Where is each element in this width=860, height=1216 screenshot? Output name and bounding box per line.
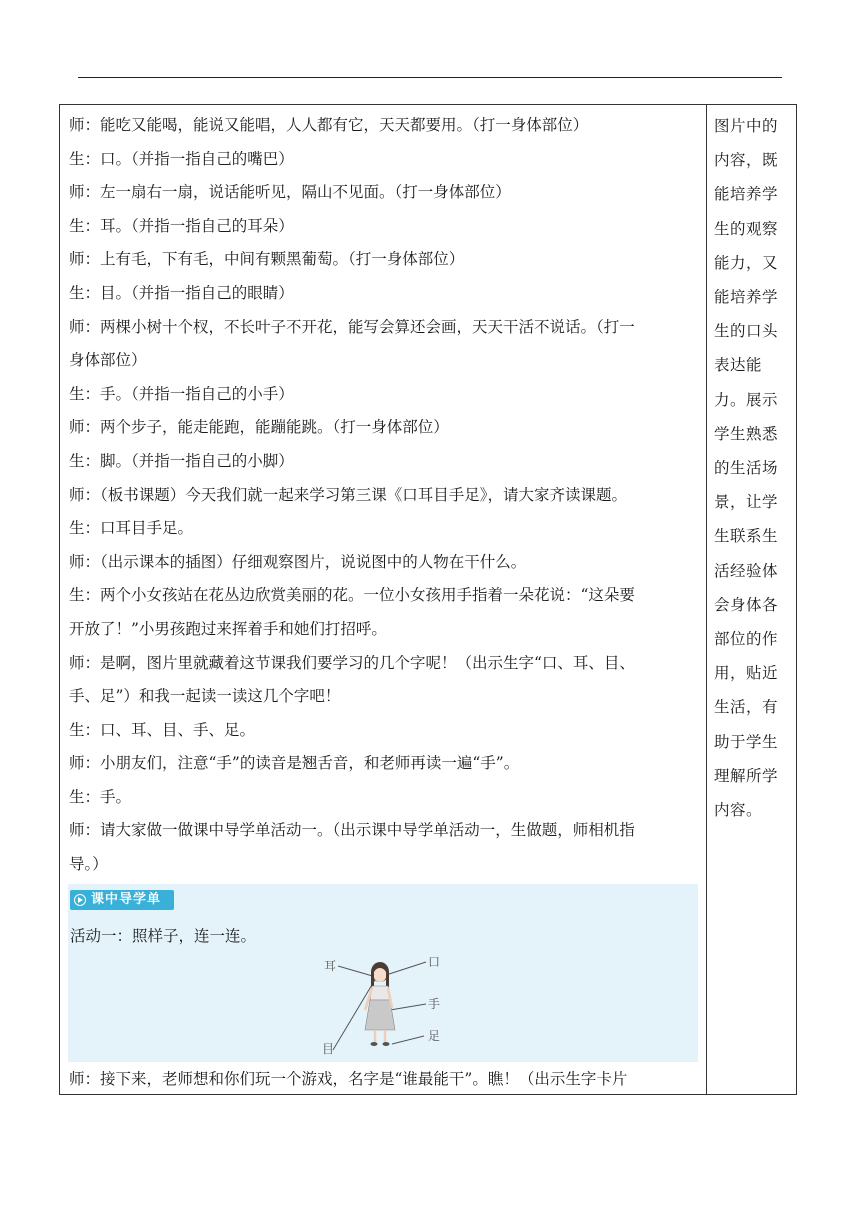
side-note-line: 力。展示 [714, 390, 779, 409]
side-note-line: 理解所学 [714, 766, 779, 785]
label-foot: 足 [428, 1029, 441, 1043]
side-note-line: 内容，既 [714, 151, 779, 170]
side-note-line: 生活，有 [714, 698, 779, 717]
dialogue-line: 师：小朋友们，注意“手”的读音是翘舌音，和老师再读一遍“手”。 [69, 754, 520, 773]
label-mouth: 口 [428, 955, 441, 969]
dialogue-line: 师：两个步子，能走能跑，能蹦能跳。（打一身体部位） [69, 418, 449, 437]
label-ear: 耳 [324, 959, 337, 973]
side-note-line: 的生活场 [714, 459, 779, 478]
column-divider [706, 105, 707, 1094]
match-line-hand [390, 1004, 426, 1010]
side-note-line: 用，贴近 [714, 664, 779, 683]
dialogue-line-last: 师：接下来，老师想和你们玩一个游戏，名字是“谁最能干”。瞧！（出示生字卡片 [69, 1070, 628, 1088]
side-note-line: 能力，又 [714, 253, 779, 272]
dialogue-line: 导。） [69, 855, 108, 874]
dialogue-line: 生：口。（并指一指自己的嘴巴） [69, 149, 294, 168]
dialogue-line: 生：手。（并指一指自己的小手） [69, 384, 294, 403]
dialogue-line: 师：左一扇右一扇，说话能听见，隔山不见面。（打一身体部位） [69, 183, 511, 202]
dialogue-line: 开放了！”小男孩跑过来挥着手和她们打招呼。 [69, 619, 387, 638]
guide-tag [70, 890, 174, 910]
side-note-line: 部位的作 [714, 630, 779, 649]
guide-worksheet [68, 884, 698, 1062]
play-icon [74, 894, 86, 906]
dialogue-line: 师：（板书课题）今天我们就一起来学习第三课《口耳目手足》，请大家齐读课题。 [69, 485, 628, 504]
side-note-line: 能培养学 [714, 185, 779, 204]
guide-activity-title: 活动一：照样子，连一连。 [70, 927, 257, 945]
dialogue-line: 师：请大家做一做课中导学单活动一。（出示课中导学单活动一，生做题，师相机指 [69, 821, 635, 840]
side-note-line: 活经验体 [714, 561, 779, 580]
dialogue-line: 师：上有毛，下有毛，中间有颗黑葡萄。（打一身体部位） [69, 250, 465, 269]
match-line-ear [338, 966, 376, 977]
side-note-line: 图片中的 [714, 117, 779, 135]
dialogue-line: 手、足”）和我一起读一读这几个字吧！ [69, 687, 341, 706]
dialogue-line: 生：两个小女孩站在花丛边欣赏美丽的花。一位小女孩用手指着一朵花说：“这朵要 [69, 586, 635, 605]
side-note-line: 学生熟悉 [714, 424, 779, 443]
side-note-line: 会身体各 [714, 595, 779, 614]
side-note-line: 表达能 [714, 356, 763, 375]
side-note-line: 生的观察 [714, 219, 779, 238]
dialogue-line: 生：目。（并指一指自己的眼睛） [69, 283, 294, 302]
lesson-table [59, 104, 797, 1095]
dialogue-line: 师：是啊，图片里就藏着这节课我们要学习的几个字呢！（出示生字“口、耳、目、 [69, 653, 635, 672]
dialogue-line: 生：口、耳、目、手、足。 [69, 720, 256, 739]
match-line-mouth [383, 962, 426, 976]
side-note [714, 109, 788, 827]
side-note-line: 助于学生 [714, 732, 779, 751]
lesson-dialogue [69, 109, 697, 882]
dialogue-line: 师：两棵小树十个杈，不长叶子不开花，能写会算还会画，天天干活不说话。（打一 [69, 317, 635, 336]
side-note-line: 内容。 [714, 801, 763, 820]
label-hand: 手 [428, 997, 441, 1011]
dialogue-line: 生：口耳目手足。 [69, 519, 194, 538]
label-eye: 目 [322, 1042, 335, 1056]
dialogue-line: 生：脚。（并指一指自己的小脚） [69, 451, 294, 470]
header-rule [78, 77, 782, 78]
dialogue-line: 师：能吃又能喝，能说又能唱，人人都有它，天天都要用。（打一身体部位） [69, 116, 589, 134]
matching-figure [68, 950, 698, 1062]
side-note-line: 生的口头 [714, 322, 779, 341]
side-note-line: 景，让学 [714, 493, 779, 512]
side-note-line: 能培养学 [714, 288, 779, 307]
guide-tag-label: 课中导学单 [91, 892, 162, 907]
dialogue-line: 身体部位） [69, 351, 147, 370]
dialogue-line: 生：手。 [69, 787, 132, 806]
side-note-line: 生联系生 [714, 527, 779, 546]
match-line-foot [392, 1036, 424, 1044]
dialogue-line: 师：（出示课本的插图）仔细观察图片，说说图中的人物在干什么。 [69, 552, 527, 571]
dialogue-line: 生：耳。（并指一指自己的耳朵） [69, 216, 294, 235]
